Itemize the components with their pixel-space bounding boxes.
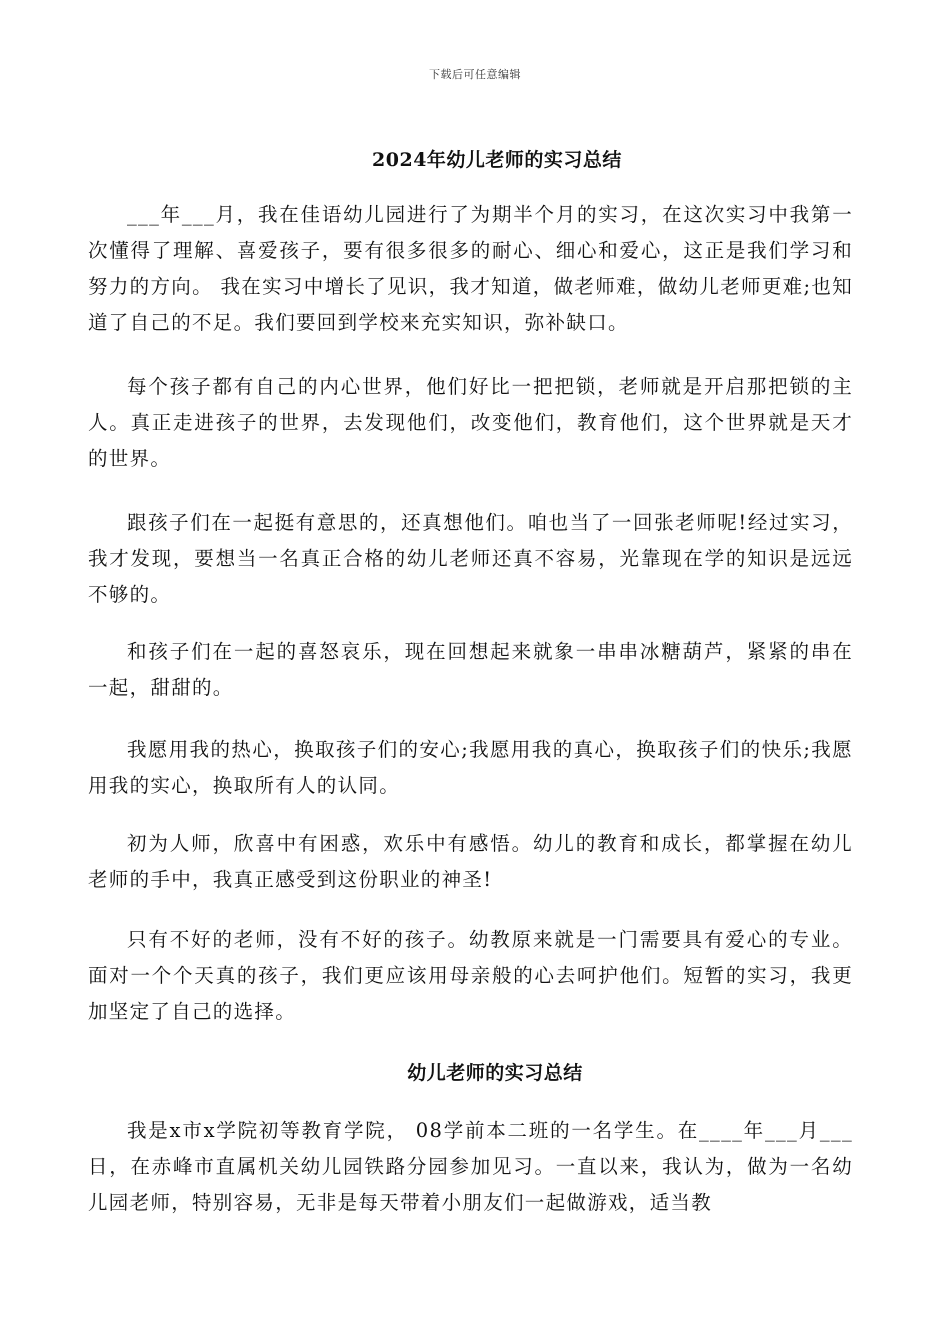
section-title: 幼儿老师的实习总结 [407,1062,583,1084]
header-note: 下载后可任意编辑 [429,68,521,81]
paragraph: ___年___月，我在佳语幼儿园进行了为期半个月的实习，在这次实习中我第一次懂得了理解、喜爱孩子，要有很多很多的耐心、细心和爱心，这正是我们学习和努力的方向。 我在实习中增长了见识，我才知道，做老师难，做幼儿老师更难;也知道了自己的不足。我们要回到学校来充实知识，弥补缺口。 [88,203,853,334]
main-title: 2024年幼儿老师的实习总结 [372,149,622,171]
paragraph: 跟孩子们在一起挺有意思的，还真想他们。咱也当了一回张老师呢!经过实习，我才发现，要想当一名真正合格的幼儿老师还真不容易，光靠现在学的知识是远远不够的。 [88,511,853,606]
paragraph: 和孩子们在一起的喜怒哀乐，现在回想起来就象一串串冰糖葫芦，紧紧的串在一起，甜甜的。 [88,640,853,699]
paragraph: 只有不好的老师，没有不好的孩子。幼教原来就是一门需要具有爱心的专业。面对一个个天真的孩子，我们更应该用母亲般的心去呵护他们。短暂的实习，我更加坚定了自己的选择。 [88,928,853,1023]
paragraph: 每个孩子都有自己的内心世界，他们好比一把把锁，老师就是开启那把锁的主人。真正走进孩子的世界，去发现他们，改变他们，教育他们，这个世界就是天才的世界。 [88,375,853,470]
paragraph: 初为人师，欣喜中有困惑，欢乐中有感悟。幼儿的教育和成长，都掌握在幼儿老师的手中，我真正感受到这份职业的神圣! [88,832,853,891]
paragraph: 我愿用我的热心，换取孩子们的安心;我愿用我的真心，换取孩子们的快乐;我愿用我的实心，换取所有人的认同。 [88,738,853,797]
paragraph: 我是x市x学院初等教育学院， 08学前本二班的一名学生。在____年___月___日，在赤峰市直属机关幼儿园铁路分园参加见习。一直以来，我认为，做为一名幼儿园老师，特别容易，无非是每天带着小朋友们一起做游戏，适当教 [88,1119,853,1214]
